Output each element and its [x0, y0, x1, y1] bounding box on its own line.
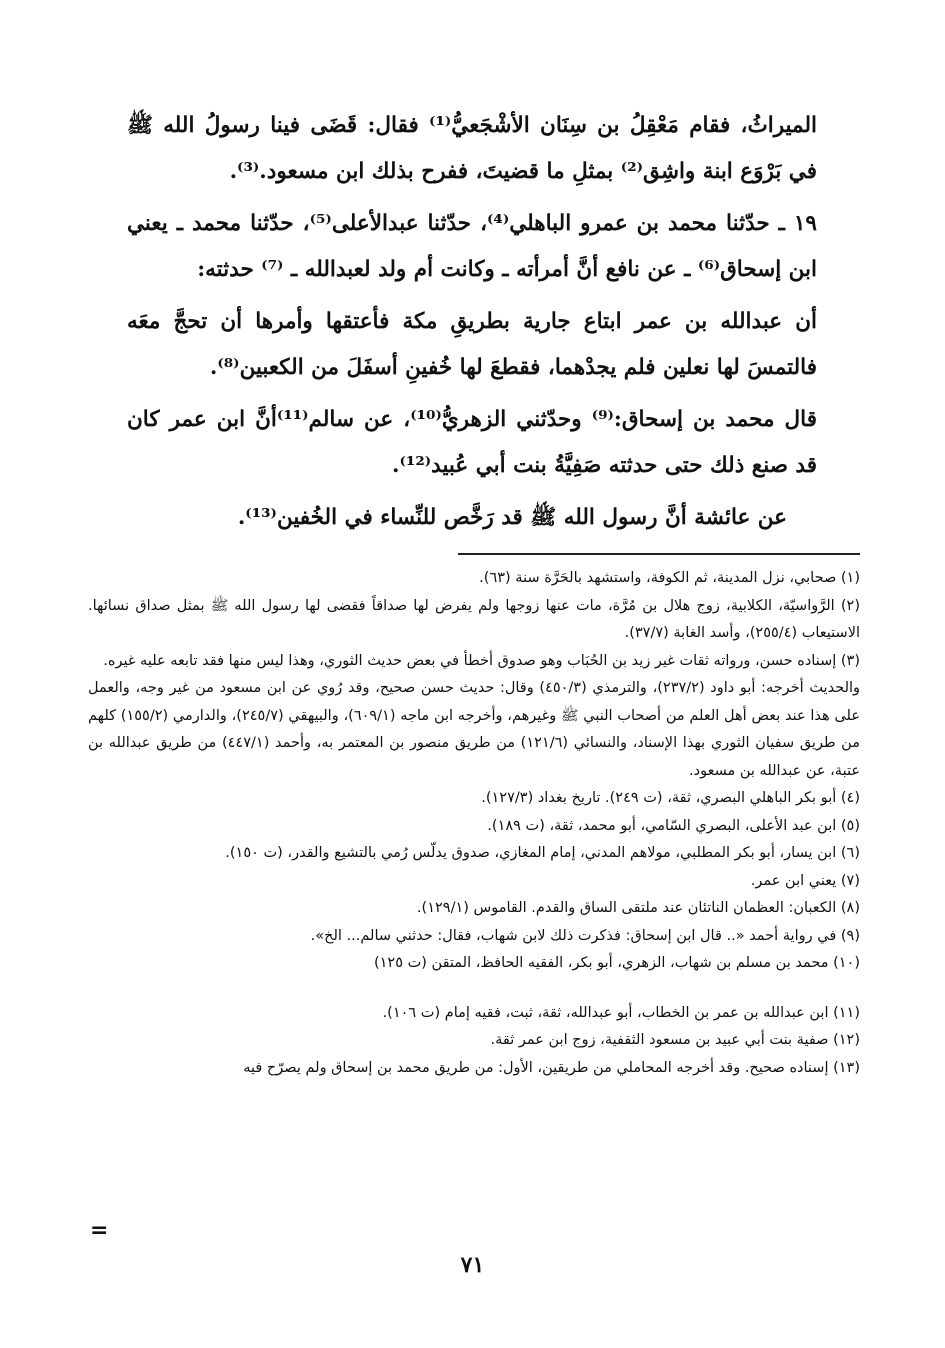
- footnotes: [88, 565, 860, 1082]
- main-paragraph: عن عائشة أنَّ رسول الله ﷺ قد رَخَّص للنِّساء في الخُفين⁽¹³⁾.: [237, 505, 787, 530]
- continuation-mark: =: [90, 1218, 109, 1243]
- page-number: ٧١: [460, 1252, 485, 1278]
- footnote: والحديث أخرجه: أبو داود (٢٣٧/٢)، والترمذي (٤٥٠/٣) وقال: حديث حسن صحيح، وقد رُوي عن ابن مسعود من غير وجه، والعمل على هذا عند بعض أهل العلم من أصحاب النبي ﷺ وغيرهم، وأخرجه ابن ماجه (٦٠٩/١)، والبيهقي (٢٤٥/٧)، والدارمي (١٥٥/٢) كلهم من طريق سفيان الثوري بهذا الإسناد، والنسائي (١٢١/٦) من طريق منصور بن المعتمر به، وأحمد (٤٤٧/١) من طريق عبدالله بن عتبة، عن عبدالله بن مسعود.: [88, 680, 861, 779]
- footnote: (١٣) إسناده صحيح. وقد أخرجه المحاملي من طريقين، الأول: من طريق محمد بن إسحاق ولم يصرّح فيه: [243, 1059, 860, 1076]
- main-paragraph: أن عبدالله بن عمر ابتاع جارية بطريقِ مكة فأعتقها وأمرها أن تحجَّ معَه فالتمسَ لها نعلين فلم يجدْهما، فقطعَ لها خُفينِ أسفَلَ من الكعبين⁽⁸⁾.: [127, 309, 817, 380]
- footnote: (٦) ابن يسار، أبو بكر المطلبي، مولاهم المدني، إمام المغازي، صدوق يدلّس رُمي بالتشيع والقدر، (ت ١٥٠).: [225, 845, 860, 861]
- main-paragraph: ١٩ ـ حدّثنا محمد بن عمرو الباهلي⁽⁴⁾، حدّثنا عبدالأعلى⁽⁵⁾، حدّثنا محمد ـ يعني ابن إسحاق⁽⁶⁾ ـ عن نافع أنَّ أمرأته ـ وكانت أم ولد لعبدالله ـ ⁽⁷⁾ حدثته:: [127, 211, 817, 282]
- main-paragraph: قال محمد بن إسحاق:⁽⁹⁾ وحدّثني الزهريُّ⁽¹⁰⁾، عن سالم⁽¹¹⁾أنَّ ابن عمر كان قد صنع ذلك حتى حدثته صَفِيَّةُ بنت أبي عُبيد⁽¹²⁾.: [127, 407, 817, 478]
- footnote: (٢) الرَّواسيّة، الكلابية، زوج هلال بن مُرَّة، مات عنها زوجها ولم يفرض لها صداقاً فقضى لها رسول الله ﷺ بمثل صداق نسائها. الاستيعاب (٢٥٥/٤)، وأسد الغابة (٣٧/٧).: [88, 597, 860, 641]
- main-paragraph: الميراثُ، فقام مَعْقِلُ بن سِنَان الأشْجَعيُّ⁽¹⁾ فقال: قَضَى فينا رسولُ الله ﷺ في بَرْوَع ابنة واشِق⁽²⁾ بمثلِ ما قضيتَ، ففرح بذلك ابن مسعود.⁽³⁾.: [127, 113, 817, 184]
- footnote: (٤) أبو بكر الباهلي البصري، ثقة، (ت ٢٤٩). تاريخ بغداد (١٢٧/٣).: [481, 790, 860, 806]
- footnote: (١٢) صفية بنت أبي عبيد بن مسعود الثقفية، زوج ابن عمر ثقة.: [490, 1032, 860, 1048]
- footnote-separator: [458, 553, 860, 555]
- footnote: (٩) في رواية أحمد «.. قال ابن إسحاق: فذكرت ذلك لابن شهاب، فقال: حدثني سالم... الخ».: [310, 927, 860, 944]
- footnote: (٨) الكعبان: العظمان الناتئان عند ملتقى الساق والقدم. القاموس (١٢٩/١).: [416, 900, 860, 916]
- footnote: (١) صحابي، نزل المدينة، ثم الكوفة، واستشهد بالحَرَّة سنة (٦٣).: [479, 570, 860, 586]
- main-text: [127, 103, 817, 547]
- footnote: (١١) ابن عبدالله بن عمر بن الخطاب، أبو عبدالله، ثقة، ثبت، فقيه إمام (ت ١٠٦).: [382, 1004, 860, 1021]
- footnote: (٥) ابن عبد الأعلى، البصري السّامي، أبو محمد، ثقة، (ت ١٨٩).: [487, 817, 860, 834]
- footnote: (٧) يعني ابن عمر.: [750, 872, 860, 889]
- footnote: (٣) إسناده حسن، ورواته ثقات غير زيد بن الحُبَاب وهو صدوق أخطأ في بعض حديث الثوري، وهذا ليس منها فقد تابعه عليه غيره.: [103, 652, 860, 669]
- footnote: (١٠) محمد بن مسلم بن شهاب، الزهري، أبو بكر، الفقيه الحافظ، المتقن (ت ١٢٥): [373, 955, 860, 971]
